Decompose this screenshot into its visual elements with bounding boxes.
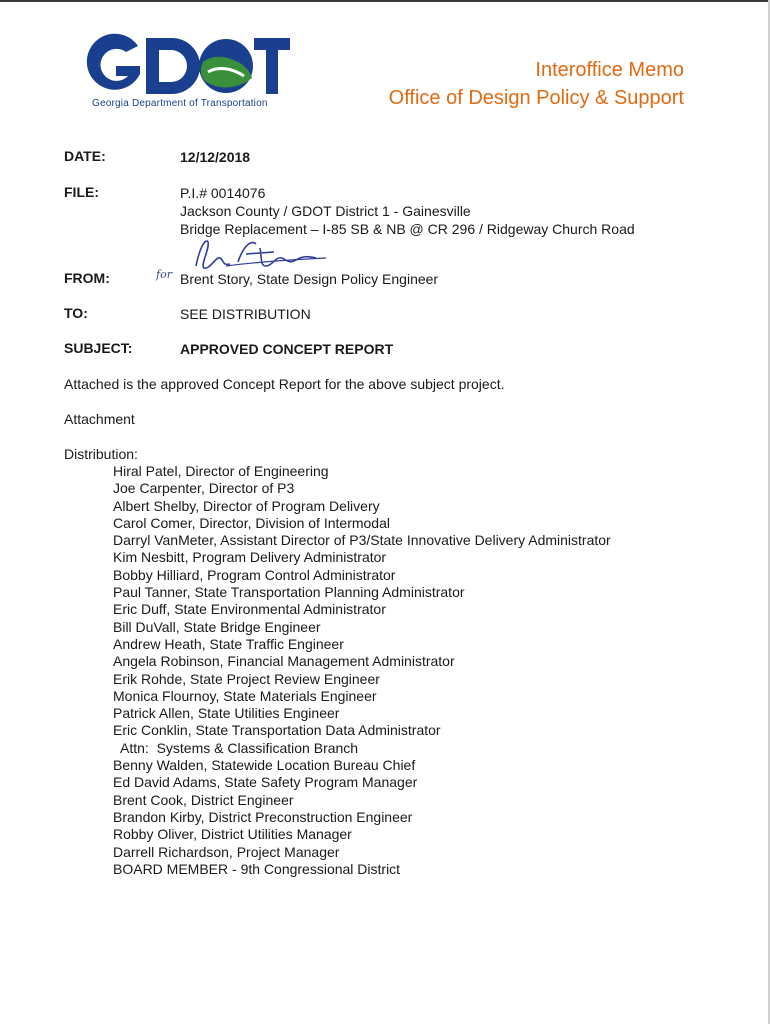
distribution-item: Eric Conklin, State Transportation Data Administrator	[113, 722, 441, 739]
distribution-item: Albert Shelby, Director of Program Delivery	[113, 497, 380, 514]
subject-value: APPROVED CONCEPT REPORT	[180, 341, 394, 357]
distribution-item: Carol Comer, Director, Division of Intermodal	[113, 514, 390, 531]
attachment-label: Attachment	[64, 411, 135, 427]
page-edge-top	[0, 0, 770, 2]
memo-heading	[389, 56, 684, 112]
distribution-item: Joe Carpenter, Director of P3	[113, 480, 295, 497]
distribution-item: BOARD MEMBER - 9th Congressional District	[113, 860, 401, 877]
file-location: Jackson County / GDOT District 1 - Gainesville	[180, 203, 471, 219]
from-label: FROM:	[64, 270, 110, 286]
distribution-item: Patrick Allen, State Utilities Engineer	[113, 705, 340, 722]
to-label: TO:	[64, 305, 88, 321]
distribution-item: Brandon Kirby, District Preconstruction Engineer	[113, 808, 413, 825]
file-label: FILE:	[64, 184, 99, 200]
subject-label: SUBJECT:	[64, 340, 133, 356]
distribution-item: Kim Nesbitt, Program Delivery Administrator	[113, 549, 387, 566]
office-name: Office of Design Policy & Support	[388, 87, 684, 109]
distribution-item-attn: Attn: Systems & Classification Branch	[113, 739, 359, 756]
file-lines	[180, 184, 635, 238]
file-pi-number: P.I.# 0014076	[180, 185, 266, 201]
from-value: Brent Story, State Design Policy Engineer	[180, 271, 439, 287]
distribution-item: Brent Cook, District Engineer	[113, 791, 294, 808]
distribution-item: Robby Oliver, District Utilities Manager	[113, 826, 352, 843]
distribution-list	[113, 463, 611, 878]
distribution-item: Paul Tanner, State Transportation Planning Administrator	[113, 584, 465, 601]
distribution-item: Bobby Hilliard, Program Control Administrator	[113, 566, 396, 583]
distribution-item: Angela Robinson, Financial Management Administrator	[113, 653, 455, 670]
distribution-item: Darrell Richardson, Project Manager	[113, 843, 340, 860]
to-value: SEE DISTRIBUTION	[180, 306, 311, 322]
body-statement: Attached is the approved Concept Report for the above subject project.	[64, 376, 505, 392]
distribution-title: Distribution:	[64, 446, 138, 462]
distribution-item: Hiral Patel, Director of Engineering	[113, 463, 329, 479]
file-project: Bridge Replacement – I-85 SB & NB @ CR 296 / Ridgeway Church Road	[180, 221, 635, 237]
distribution-item: Benny Walden, Statewide Location Bureau Chief	[113, 757, 416, 774]
logo-tagline: Georgia Department of Transportation	[92, 98, 268, 109]
for-mark: for	[156, 268, 172, 281]
distribution-item: Darryl VanMeter, Assistant Director of P3/State Innovative Delivery Administrator	[113, 532, 611, 549]
distribution-item: Erik Rohde, State Project Review Engineer	[113, 670, 380, 687]
distribution-item: Andrew Heath, State Traffic Engineer	[113, 635, 344, 652]
memo-title: Interoffice Memo	[535, 59, 684, 81]
distribution-item: Bill DuVall, State Bridge Engineer	[113, 618, 321, 635]
gdot-logo-mark	[86, 32, 291, 98]
distribution-item: Ed David Adams, State Safety Program Manager	[113, 774, 418, 791]
date-value: 12/12/2018	[180, 149, 251, 165]
distribution-item: Monica Flournoy, State Materials Engineer	[113, 687, 377, 704]
distribution-item: Eric Duff, State Environmental Administrator	[113, 601, 386, 618]
date-label: DATE:	[64, 148, 106, 164]
